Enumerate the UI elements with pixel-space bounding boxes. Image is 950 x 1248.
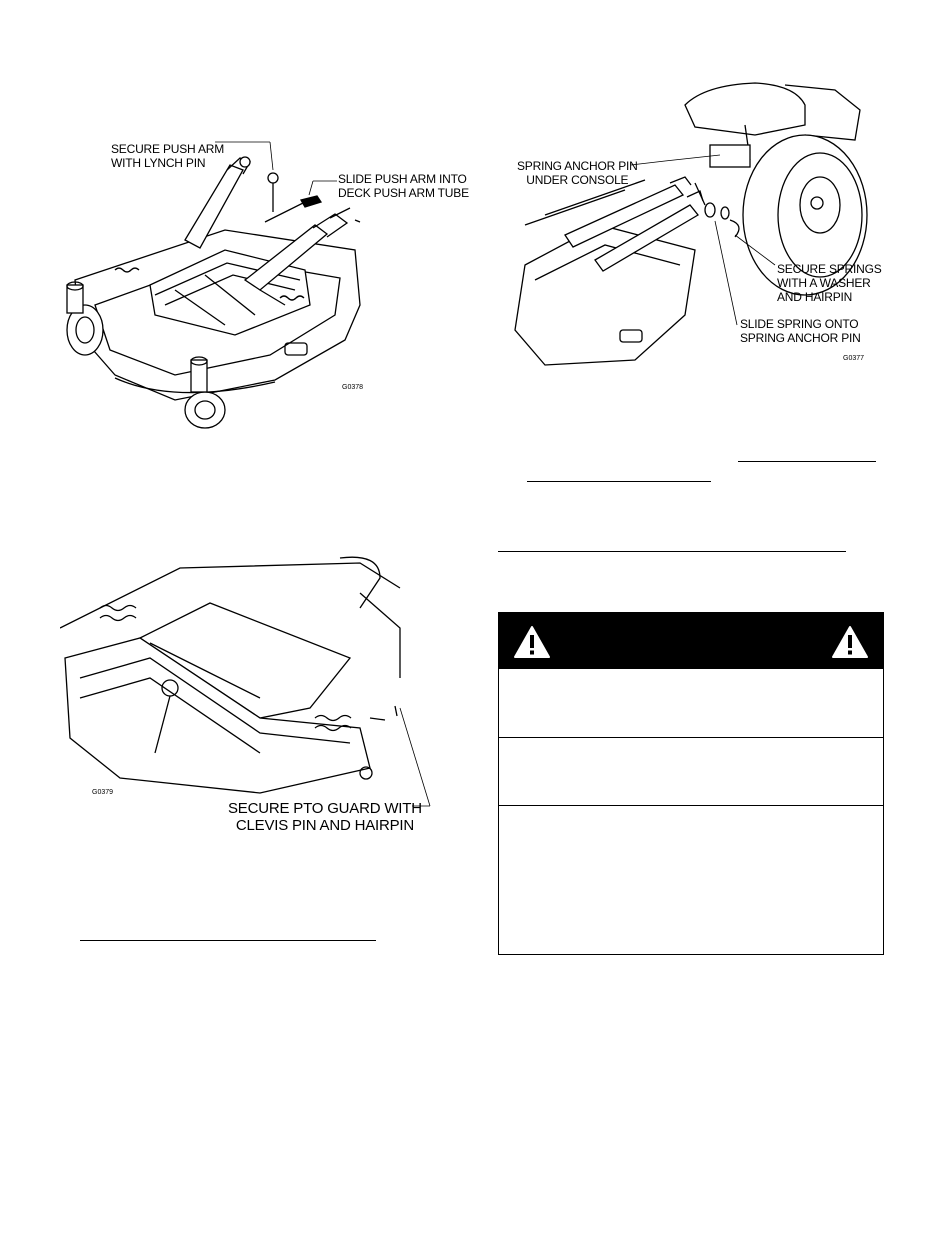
section-rule: [80, 940, 376, 941]
warning-triangle-icon: [831, 625, 869, 659]
figure-code: G0377: [843, 355, 865, 362]
figure-code: G0379: [92, 789, 114, 796]
figure-pto-guard: [60, 548, 460, 848]
callout-slide-push-arm: SLIDE PUSH ARM INTO DECK PUSH ARM TUBE: [338, 172, 469, 200]
callout-secure-push-arm: SECURE PUSH ARM WITH LYNCH PIN: [111, 142, 225, 170]
figure-push-arm: [55, 130, 475, 430]
underline: [527, 481, 711, 482]
figure-code: G0378: [342, 384, 364, 391]
warning-header: [499, 613, 883, 669]
callout-slide-spring: SLIDE SPRING ONTO SPRING ANCHOR PIN: [740, 317, 861, 345]
underline: [738, 461, 876, 462]
callout-spring-anchor-pin: SPRING ANCHOR PIN UNDER CONSOLE: [517, 159, 638, 187]
warning-row-2: [499, 738, 883, 804]
warning-triangle-icon: [513, 625, 551, 659]
figure-springs: [505, 65, 890, 375]
warning-row-3: [499, 806, 883, 954]
warning-box: [498, 612, 884, 955]
callout-secure-springs: SECURE SPRINGS WITH A WASHER AND HAIRPIN: [777, 262, 882, 304]
callout-secure-pto-guard: SECURE PTO GUARD WITH CLEVIS PIN AND HAIRPIN: [228, 800, 422, 834]
warning-row-1: [499, 669, 883, 737]
section-rule: [498, 551, 846, 552]
